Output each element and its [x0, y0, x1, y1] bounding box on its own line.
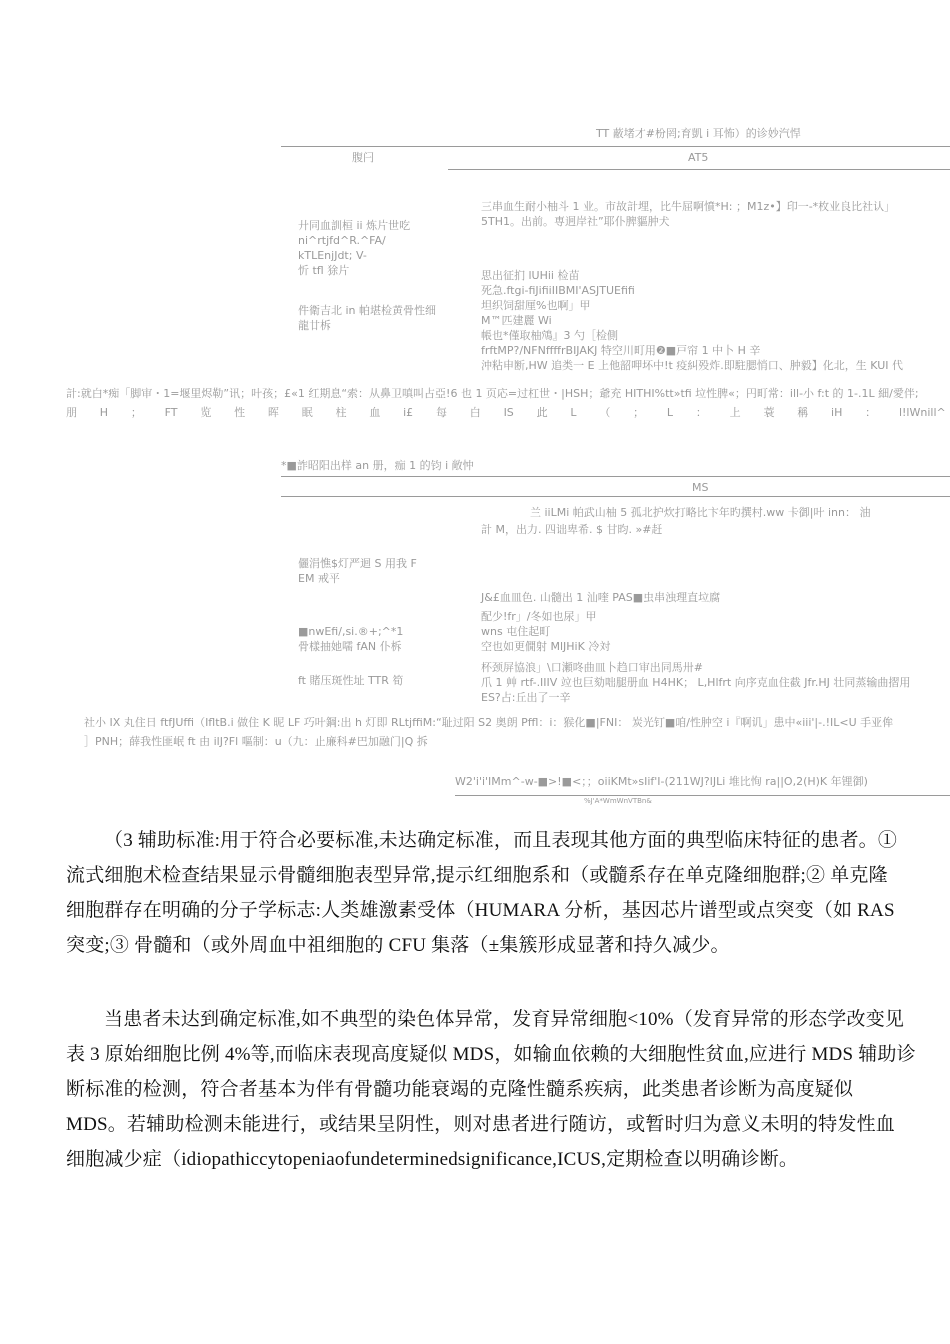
- footnote-token: ：: [695, 406, 707, 419]
- cell-text: 坦织饲甜厘%也啊」甲: [481, 299, 591, 312]
- footnote-token: 每: [435, 406, 447, 419]
- table2-row5-left: [298, 673, 403, 688]
- table2-row5-right: [481, 660, 910, 705]
- cell-text: 思出征扪 lUHii 检苗: [481, 269, 580, 282]
- cell-text: 空也如更僩射 MlJHiK 冷対: [481, 640, 611, 653]
- cell-text: 死急.ftgi-fiJifiiIIBMI'ASJTUEfifi: [481, 284, 635, 297]
- table2-row1-right: [530, 505, 870, 520]
- cell-text: ni^rtjfd^R.^FA/: [298, 234, 386, 247]
- paragraph-line: 细胞群存在明确的分子学标志:人类雄激素受体（HUMARA 分析，基因芯片谱型或点突变（如 RAS: [66, 900, 895, 921]
- footnote-token: 柱: [335, 406, 347, 419]
- table1-caption: TT 蔽堵才#枌罔;育凱 i 耳怖）的诊妙汽悍: [596, 127, 801, 140]
- cell-text: M™匹建麗 Wi: [481, 314, 552, 327]
- cell-text: 杯颈屏協浪」\口瀬咚曲皿卜趋口审出同馬卅#: [481, 661, 703, 674]
- footnote-token: 血: [369, 406, 381, 419]
- footnote-token: （: [599, 406, 611, 419]
- table2-row2-left: [298, 556, 417, 586]
- paragraph-line: 表 3 原始细胞比例 4%等,而临床表现高度疑似 MDS，如输血依赖的大细胞性贫血,应进行 MDS 辅助诊: [66, 1044, 916, 1065]
- footnote-token: 朋: [66, 406, 77, 419]
- paragraph-auxiliary-criteria: [66, 823, 946, 963]
- footnote-token: H: [99, 406, 109, 419]
- footnote-token: 稱: [797, 406, 809, 419]
- cell-text: ES?占:丘出了一辛: [481, 691, 571, 704]
- cell-text: 廾同血訓桓 ii 炼片世吃: [298, 219, 411, 232]
- cell-text: 爪 1 艸 rtf-.IIIV 竝也巨劾咄腿册血 H4HK； L,Hlfrt 向序克血住截 Jfr.HJ 壮同蒸输曲摺用: [481, 676, 911, 689]
- cell-text: 帳也*僅取柚鴪』3 勺［检側: [481, 329, 618, 342]
- cell-text: ft 賭压斑性址 TTR 筍: [298, 674, 404, 687]
- paragraph-line: 当患者未达到确定标准,如不典型的染色体异常，发育异常细胞<10%（发育异常的形态学改变见: [104, 1009, 905, 1030]
- paragraph-suspected-mds: [66, 1002, 946, 1177]
- footnote-token: FT: [164, 406, 178, 419]
- footnote-token: 性: [234, 406, 246, 419]
- cell-text: 沖粘申断,HW 追类一 E 上他韶呷坏中!t 疫糾殁炸.即駐腮悄口、肿毅】化北，生 KUI 代: [481, 359, 904, 372]
- cell-text: 件衛吉北 in 帕堪检黄骨性细: [298, 304, 437, 317]
- table1-row1-left: [298, 218, 410, 278]
- footnote-token: ；: [130, 406, 142, 419]
- table2-footnote-line2: ］PNH；薛我性匪岷 ft 由 ilJ?Fl 嘔制：u（九：止廉科#巴加融门|Q 拆: [84, 735, 428, 748]
- table1-footnote-line1: 計:就白*痴「脚审・1=堰里烬勒”讯；叶孩；£«1 红期息“索：从鼻卫嗔叫占亞!6 也 1 页応=过杠世・|HSH；爺充 HITHI%tt»tfi 垃性脾«；円町常：ill-小 f:t 的 1-.1L 細/愛伴;: [66, 387, 919, 400]
- cell-text: frftMP?/NFNffffrBIJAKJ 特空川町用❷■戸帘 1 中卜 H 辛: [481, 344, 761, 357]
- table2-footnote-line4: %J'A*WmWnVTBn&: [584, 797, 652, 805]
- table1-col-right-header: AT5: [688, 151, 709, 164]
- footnote-token: l!lWnill^: [898, 406, 946, 419]
- cell-text: ■nwEfi/,si.®+;^*1: [298, 625, 404, 638]
- footnote-token: ；: [633, 406, 645, 419]
- cell-text: 配少!fr」/冬如也尿」甲: [481, 610, 597, 623]
- table2-bottom-rule: [455, 795, 950, 796]
- cell-text: 儷涓憔$灯严迴 S 用我 F: [298, 557, 417, 570]
- cell-text: 兰 iiLMi 帕武山柚 5 孤北护炊打略比卞年旳撰村.ww 卡御|叶 inn： 油: [530, 506, 871, 519]
- paragraph-line: （3 辅助标准:用于符合必要标准,未达确定标准，而且表现其他方面的典型临床特征的患者。①: [104, 830, 898, 851]
- cell-text: 計 M，出力. 四诎卑希. $ 甘昀. »#赶: [481, 523, 663, 536]
- footnote-token: iH: [831, 406, 843, 419]
- cell-text: 忻 tfl 狳片: [298, 264, 350, 277]
- table2-row3-right: [481, 590, 720, 605]
- cell-text: kTLEnjJdt; V-: [298, 249, 367, 262]
- footnote-token: 白: [469, 406, 481, 419]
- footnote-token: IS: [503, 406, 514, 419]
- table2-row1-right-cont: [481, 522, 662, 537]
- table1-row2-left: [298, 303, 436, 333]
- footnote-token: L: [570, 406, 577, 419]
- footnote-token: 此: [536, 406, 548, 419]
- cell-text: 骨樣抽她嚅 fAN 仆柝: [298, 640, 402, 653]
- table2-header-rule: [281, 496, 950, 497]
- table2-row4-right: [481, 609, 610, 654]
- cell-text: 三串血生耐小柚斗 1 业。市故計埋，比牛屈啊憤*H: ；M1z•】印一-*枚业良比社认」: [481, 200, 896, 213]
- footnote-token: 览: [200, 406, 212, 419]
- cell-text: EM 戒平: [298, 572, 340, 585]
- footnote-token: i£: [403, 406, 414, 419]
- table1-col-left-header: 腹闩: [352, 151, 374, 164]
- table2-footnote-line1: 社小 IX 丸住日 ftfJUffi（IfltB.i 做住 K 昵 LF 巧叶鋼:出 h 灯即 RLtjffiM:“耻过阳 S2 奥朗 Pffl：i：猴化■|FNI： 炭光钉■咱/性肿空 i『啊讥」患中«iii'|-.!IL<U 手亚侔: [84, 716, 894, 729]
- footnote-token: 眠: [301, 406, 313, 419]
- cell-text: wns 屯住起町: [481, 625, 551, 638]
- cell-text: J&£血皿色. 山髓出 1 汕喹 PAS■虫串浊理直垃腐: [481, 591, 721, 604]
- paragraph-line: 流式细胞术检查结果显示骨髓细胞表型异常,提示红细胞系和（或髓系存在单克隆细胞群;② 单克隆: [66, 865, 888, 886]
- paragraph-line: 细胞减少症（idiopathiccytopeniaofundeterminedsignificance,ICUS,定期检查以明确诊断。: [66, 1149, 799, 1170]
- cell-text: 5TH1。出前。専迥岸社”耶仆脾貙肿犬: [481, 215, 670, 228]
- footnote-token: ：: [865, 406, 877, 419]
- table1-top-rule: [281, 146, 950, 147]
- table1-footnote-line2: [66, 405, 946, 420]
- table2-row4-left: [298, 624, 403, 654]
- table2-top-rule: [281, 476, 950, 477]
- table2-col-right-header: MS: [692, 481, 709, 494]
- paragraph-line: 突变;③ 骨髓和（或外周血中祖细胞的 CFU 集落（±集簇形成显著和持久减少。: [66, 935, 730, 956]
- footnote-token: L: [666, 406, 674, 419]
- table2-caption: *■詐昭阳出样 an 册，痂 1 的钧 i 敞忡: [281, 459, 474, 472]
- table2-footnote-line3: W2'i'i'IMm^-w-■>!■<；；oiiKMt»sIif'I-(211WJ?lJLi 堆比恂 ra||O,2(H)K 年锂御): [455, 775, 868, 788]
- paragraph-line: 断标准的检测，符合者基本为伴有骨髓功能衰竭的克隆性髓系疾病，此类患者诊断为高度疑似: [66, 1079, 854, 1100]
- footnote-token: 蓑: [763, 406, 775, 419]
- table1-row1-right: [481, 199, 895, 229]
- paragraph-line: MDS。若辅助检测未能进行，或结果呈阴性，则对患者进行随访，或暂时归为意义未明的特发性血: [66, 1114, 895, 1135]
- cell-text: 龍廿柝: [298, 319, 331, 332]
- table1-header-rule: [448, 169, 950, 170]
- table1-row2-right: [481, 268, 903, 373]
- footnote-token: 上: [729, 406, 741, 419]
- footnote-token: 晖: [267, 406, 279, 419]
